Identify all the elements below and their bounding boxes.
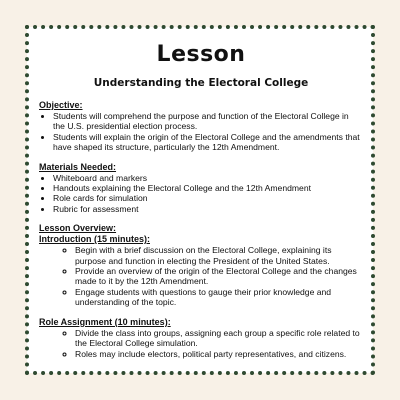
list-item: • Role cards for simulation xyxy=(53,193,363,203)
materials-list xyxy=(39,173,363,215)
introduction-heading: Introduction (15 minutes): xyxy=(39,234,150,245)
page-title: Lesson xyxy=(156,42,246,67)
introduction-list xyxy=(39,245,363,307)
objective-list xyxy=(39,111,363,153)
role-assignment-list xyxy=(39,328,363,359)
list-item: ◦ Provide an overview of the origin of the Electoral College and the changes made to it by the 12th Amendment. xyxy=(75,266,363,287)
list-item: ◦ Begin with a brief discussion on the Electoral College, explaining its purpose and function in electing the President of the United States. xyxy=(75,245,363,266)
list-item: • Rubric for assessment xyxy=(53,204,363,214)
page-subtitle: Understanding the Electoral College xyxy=(93,77,309,89)
objective-heading: Objective: xyxy=(39,100,83,110)
list-item: ◦ Divide the class into groups, assigning each group a specific role related to the Electoral College simulation. xyxy=(75,328,363,349)
document-content xyxy=(39,42,363,359)
list-item: • Handouts explaining the Electoral College and the 12th Amendment xyxy=(53,183,363,193)
list-item: ◦ Engage students with questions to gauge their prior knowledge and understanding of the topic. xyxy=(75,287,363,308)
list-item: • Whiteboard and markers xyxy=(53,173,363,183)
materials-heading: Materials Needed: xyxy=(39,161,117,172)
list-item: • Students will explain the origin of the Electoral College and the amendments that have shaped its structure, particularly the 12th Amendment. xyxy=(53,132,363,153)
list-item: • Students will comprehend the purpose and function of the Electoral College in the U.S. presidential election process. xyxy=(53,111,363,132)
list-item: ◦ Roles may include electors, political party representatives, and citizens. xyxy=(75,349,363,359)
overview-heading: Lesson Overview: xyxy=(39,223,117,234)
role-assignment-heading: Role Assignment (10 minutes): xyxy=(39,316,171,327)
